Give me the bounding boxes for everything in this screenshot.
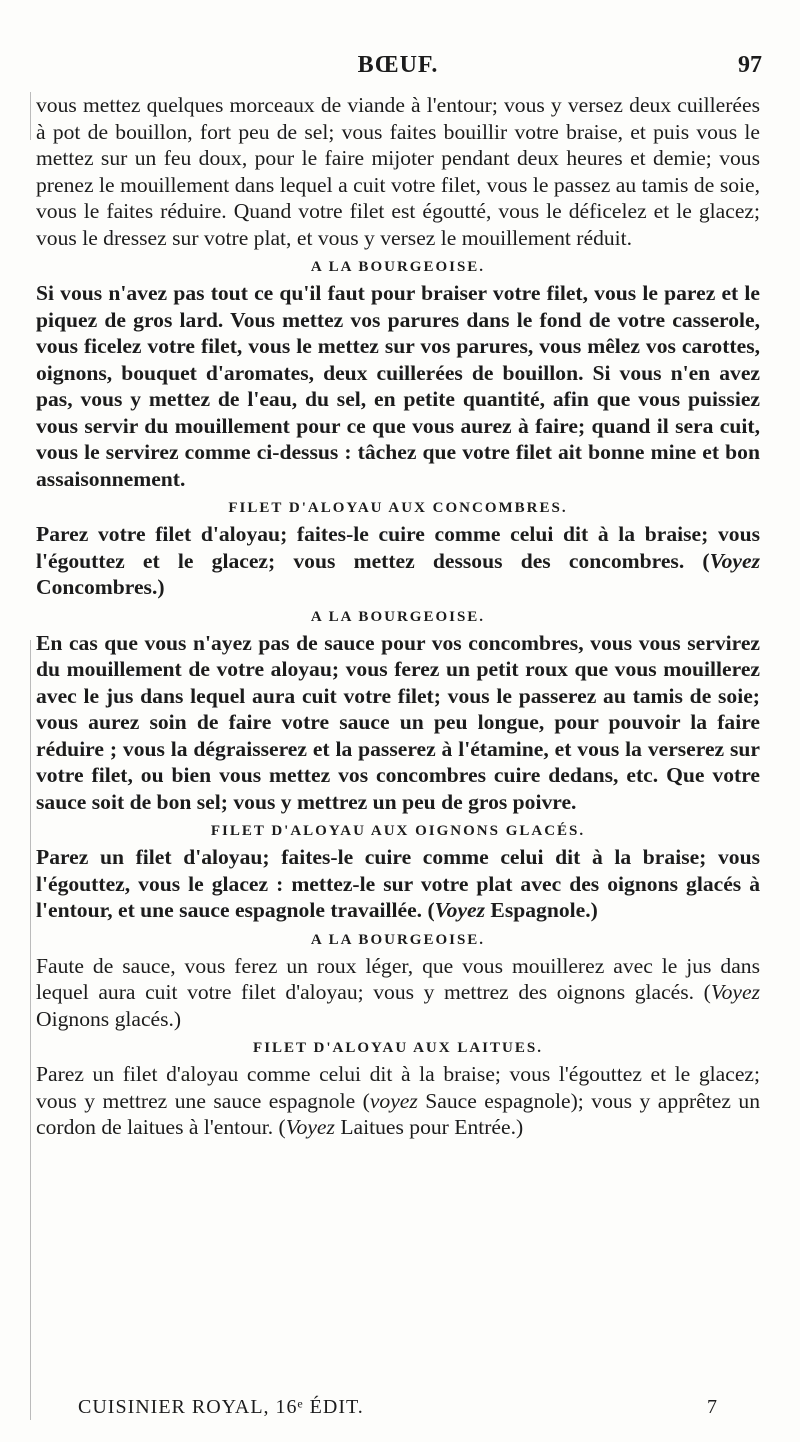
cross-reference: Voyez [285, 1115, 335, 1139]
paragraph [36, 953, 760, 1033]
paragraph: vous mettez quelques morceaux de viande à l'entour; vous y versez deux cuillerées à pot de bouillon, fort peu de sel; vous faites bouillir votre braise, et puis vous le mettez sur un feu doux, pour le faire mijoter pendant deux heures et demie; vous prenez le mouillement dans lequel a cuit votre filet, vous le passez au tamis de soie, vous le faites réduire. Quand votre filet est égoutté, vous le déficelez et le glacez; vous le dressez sur votre plat, et vous y versez le mouillement réduit. [36, 93, 760, 250]
section-heading: FILET D'ALOYAU AUX LAITUES. [253, 1040, 543, 1056]
cross-reference: Voyez [710, 980, 760, 1004]
section-heading: FILET D'ALOYAU AUX CONCOMBRES. [228, 500, 568, 516]
page-footer [78, 1396, 718, 1426]
cross-reference: Voyez [434, 898, 486, 922]
paragraph: En cas que vous n'ayez pas de sauce pour vos concombres, vous vous servirez du mouillement de votre aloyau; vous ferez un petit roux que vous mouillerez avec le jus dans lequel aura cuit votre filet; vous le passerez au tamis de soie; vous aurez soin de faire votre sauce un peu longue, pour pouvoir la faire réduire ; vous la dégraisserez et la passerez à l'étamine, et vous la verserez sur votre filet, ou bien vous mettez vos concombres cuire dedans, etc. Que votre sauce soit de bon sel; vous y mettrez un peu de gros poivre. [36, 630, 760, 814]
text-run: Parez votre filet d'aloyau; faites-le cuire comme celui dit à la braise; vous l'égouttez et le glacez; vous mettez dessous des concombres. ( [36, 522, 760, 573]
section-heading: FILET D'ALOYAU AUX OIGNONS GLACÉS. [210, 823, 586, 839]
section-heading: A LA BOURGEOISE. [310, 608, 486, 625]
page-header [34, 52, 762, 92]
text-run: Faute de sauce, vous ferez un roux léger, que vous mouillerez avec le jus dans lequel aura cuit votre filet d'aloyau; vous y mettrez des oignons glacés. ( [36, 953, 760, 1004]
section-heading: A LA BOURGEOISE. [310, 931, 486, 948]
page-body [36, 92, 760, 1141]
paragraph [36, 1061, 760, 1141]
page-number: 97 [738, 52, 762, 78]
text-run: Sauce espagnole); vous y apprêtez un cordon de laitues à l'entour. ( [36, 1088, 760, 1139]
cross-reference: Voyez [709, 548, 760, 573]
paragraph [36, 521, 760, 601]
signature-mark: CUISINIER ROYAL, 16ᵉ ÉDIT. [78, 1396, 364, 1418]
margin-line [30, 640, 31, 1420]
text-run: Oignons glacés.) [36, 1006, 182, 1031]
margin-line [30, 92, 31, 140]
running-title: BŒUF. [357, 52, 439, 78]
cross-reference: voyez [369, 1088, 418, 1113]
text-run: Parez un filet d'aloyau; faites-le cuire comme celui dit à la braise; vous l'égouttez, vous le glacez : mettez-le sur votre plat avec des oignons glacés à l'entour, et une sauce espagnole travaillée. ( [36, 845, 760, 922]
text-run: Parez un filet d'aloyau comme celui dit à la braise; vous l'égouttez et le glacez; vous y mettrez une sauce espagnole ( [36, 1062, 760, 1113]
text-run: Laitues pour Entrée.) [334, 1115, 524, 1139]
section-heading: A LA BOURGEOISE. [310, 259, 486, 275]
sheet-number: 7 [707, 1396, 718, 1418]
paragraph: Si vous n'avez pas tout ce qu'il faut pour braiser votre filet, vous le parez et le piquez de gros lard. Vous mettez vos parures dans le fond de votre casserole, vous ficelez votre filet, vous le mettez sur vos parures, vous mêlez vos carottes, oignons, bouquet d'aromates, deux cuillerées de bouillon. Si vous n'en avez pas, vous y mettez de l'eau, du sel, en petite quantité, afin que vous puissiez vous servir du mouillement pour ce que vous aurez à faire; quand il sera cuit, vous le servirez comme ci-dessus : tâchez que votre filet ait bonne mine et bon assaisonnement. [36, 281, 760, 491]
text-run: Concombres.) [36, 575, 165, 599]
text-run: Espagnole.) [485, 898, 598, 922]
paragraph [36, 844, 760, 924]
